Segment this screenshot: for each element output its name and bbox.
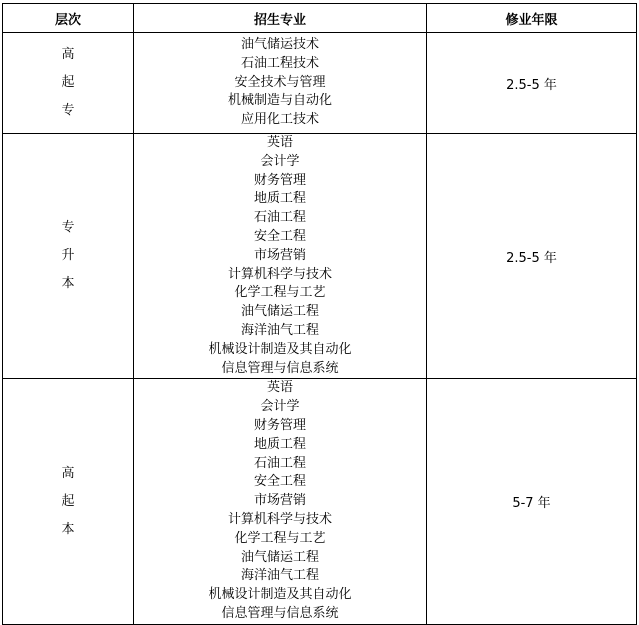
major-item: 机械制造与自动化 — [227, 93, 332, 109]
major-item: 机械设计制造及其自动化 — [208, 341, 352, 357]
major-item: 石油工程 — [253, 210, 306, 226]
majors-cell — [134, 379, 427, 624]
level-char: 专 — [61, 103, 75, 118]
major-item: 油气储运工程 — [240, 304, 319, 320]
duration-cell: 2.5-5 年 — [427, 33, 637, 134]
major-item: 财务管理 — [253, 172, 306, 188]
major-item: 信息管理与信息系统 — [221, 605, 339, 621]
major-item: 市场营销 — [253, 493, 306, 509]
major-item: 英语 — [266, 135, 293, 150]
table-row — [3, 379, 637, 624]
major-item: 计算机科学与技术 — [227, 266, 332, 282]
major-item: 油气储运工程 — [240, 549, 319, 565]
level-char: 升 — [61, 248, 75, 264]
table-row — [3, 33, 637, 134]
major-item: 计算机科学与技术 — [227, 511, 332, 527]
majors-cell — [134, 134, 427, 379]
major-item: 安全工程 — [253, 474, 306, 490]
level-char: 起 — [61, 493, 75, 509]
major-item: 化学工程与工艺 — [234, 285, 326, 301]
table-row — [3, 134, 637, 379]
header-level: 层次 — [3, 4, 134, 33]
major-item: 英语 — [266, 380, 293, 396]
major-item: 机械设计制造及其自动化 — [208, 587, 352, 603]
major-item: 财务管理 — [253, 417, 306, 433]
duration-cell: 2.5-5 年 — [427, 134, 637, 379]
enrollment-table — [2, 3, 637, 625]
major-item: 地质工程 — [253, 436, 306, 452]
major-item: 石油工程技术 — [240, 55, 319, 71]
level-cell — [3, 134, 134, 379]
header-duration: 修业年限 — [427, 4, 637, 33]
major-item: 安全技术与管理 — [234, 74, 326, 90]
duration-cell: 5-7 年 — [427, 379, 637, 624]
major-item: 安全工程 — [253, 228, 306, 244]
major-item: 应用化工技术 — [240, 112, 319, 128]
major-item: 地质工程 — [253, 191, 306, 207]
major-item: 海洋油气工程 — [240, 568, 319, 584]
level-cell — [3, 33, 134, 134]
majors-cell — [134, 33, 427, 134]
major-item: 会计学 — [260, 399, 300, 415]
level-char: 起 — [61, 75, 75, 90]
major-item: 会计学 — [260, 153, 300, 169]
level-char: 高 — [61, 465, 75, 481]
level-cell — [3, 379, 134, 624]
major-item: 市场营销 — [253, 247, 306, 263]
table-header-row — [3, 4, 637, 33]
level-char: 高 — [61, 47, 75, 62]
major-item: 化学工程与工艺 — [234, 530, 326, 546]
level-char: 本 — [61, 276, 75, 292]
major-item: 信息管理与信息系统 — [221, 360, 339, 376]
level-char: 本 — [61, 521, 75, 537]
major-item: 石油工程 — [253, 455, 306, 471]
header-major: 招生专业 — [134, 4, 427, 33]
level-char: 专 — [61, 220, 75, 236]
major-item: 海洋油气工程 — [240, 322, 319, 338]
major-item: 油气储运技术 — [240, 37, 319, 52]
